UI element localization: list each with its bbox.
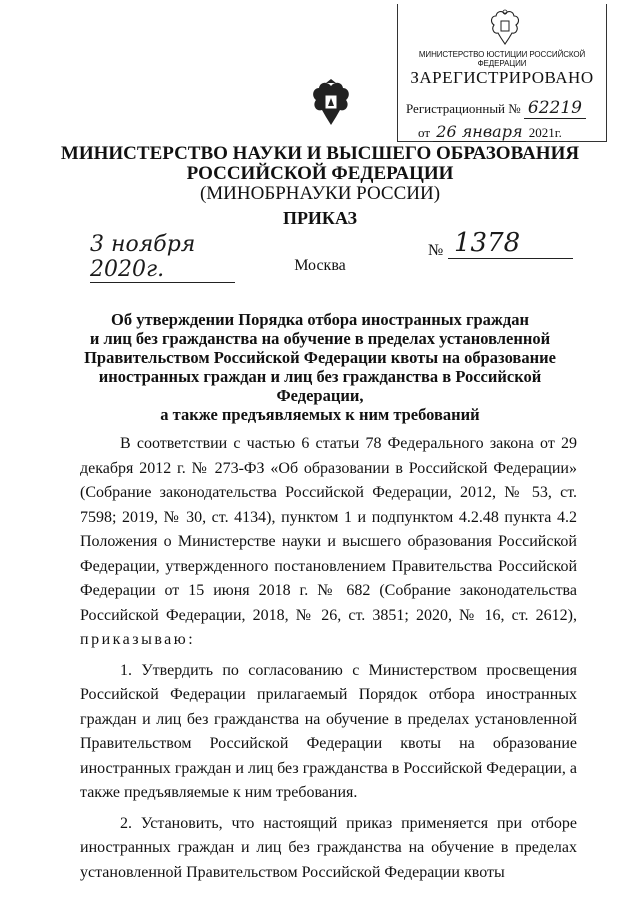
double-headed-eagle-icon [488,8,522,46]
stamp-status: ЗАРЕГИСТРИРОВАНО [410,68,594,87]
order-number-label: № [428,242,444,259]
registration-stamp [397,4,607,142]
title-line: Об утверждении Порядка отбора иностранных граждан [111,310,529,329]
title-line: Правительством Российской Федерации квоты на образование [84,348,556,367]
ministry-short-name: (МИНОБРНАУКИ РОССИИ) [199,183,441,204]
order-title [80,310,560,424]
paragraph-preamble [80,432,577,653]
city: Москва [294,257,346,274]
preamble-text: В соответствии с частью 6 статьи 78 Федерального закона от 29 декабря 2012 г. № 273-ФЗ «Об образовании в Российской Федерации» (Собрание законодательства Российской Федерации, 2012, № 53, ст. 7598; 2019, № 30, ст. 4134), пунктом 1 и подпунктом 4.2.48 пункта 4.2 Положения о Министерстве науки и высшего образования Российской Федерации, утвержденного постановлением Правительства Российской Федерации от 15 июня 2018 г. № 682 (Собрание законодательства Российской Федерации, 2018, № 26, ст. 3851; 2020, № 16, ст. 2612), [80,435,577,624]
stamp-reg-label: Регистрационный № [406,101,521,116]
ministry-name-line1: МИНИСТЕРСТВО НАУКИ И ВЫСШЕГО ОБРАЗОВАНИЯ [60,143,580,164]
stamp-date-hand: 26 января [433,122,525,142]
paragraph-1: 1. Утвердить по согласованию с Министерством просвещения Российской Федерации прилагаемый Порядок отбора иностранных граждан и лиц без гражданства на обучение в пределах установленной Правительством Российской Федерации квоты на образование иностранных граждан и лиц без гражданства в Российской Федерации, а также предъявляемые к ним требования. [80,661,577,801]
paragraph-2: 2. Установить, что настоящий приказ применяется при отборе иностранных граждан и лиц без гражданства на обучение в пределах установленной Правительством Российской Федерации квоты [80,814,577,881]
title-line: иностранных граждан и лиц без гражданства в Российской Федерации, [98,367,542,405]
stamp-reg-line [406,98,586,118]
order-number-hand: 1378 [448,228,573,259]
stamp-date-prefix: от [418,125,431,140]
order-date-hand: 3 ноября 2020г. [90,232,235,283]
order-body [80,432,577,885]
title-line: а также предъявляемых к ним требований [160,405,480,424]
stamp-ministry: МИНИСТЕРСТВО ЮСТИЦИИ РОССИЙСКОЙ ФЕДЕРАЦИИ [418,50,586,68]
stamp-reg-number: 62219 [524,98,586,119]
title-line: и лиц без гражданства на обучение в пределах установленной [89,329,551,348]
ministry-name-line2: РОССИЙСКОЙ ФЕДЕРАЦИИ [186,163,454,184]
stamp-date-line [418,122,562,141]
order-word: приказываю: [80,631,196,648]
coat-of-arms-icon [309,78,353,130]
document-type: ПРИКАЗ [282,208,358,228]
stamp-year: 2021г. [528,125,562,140]
